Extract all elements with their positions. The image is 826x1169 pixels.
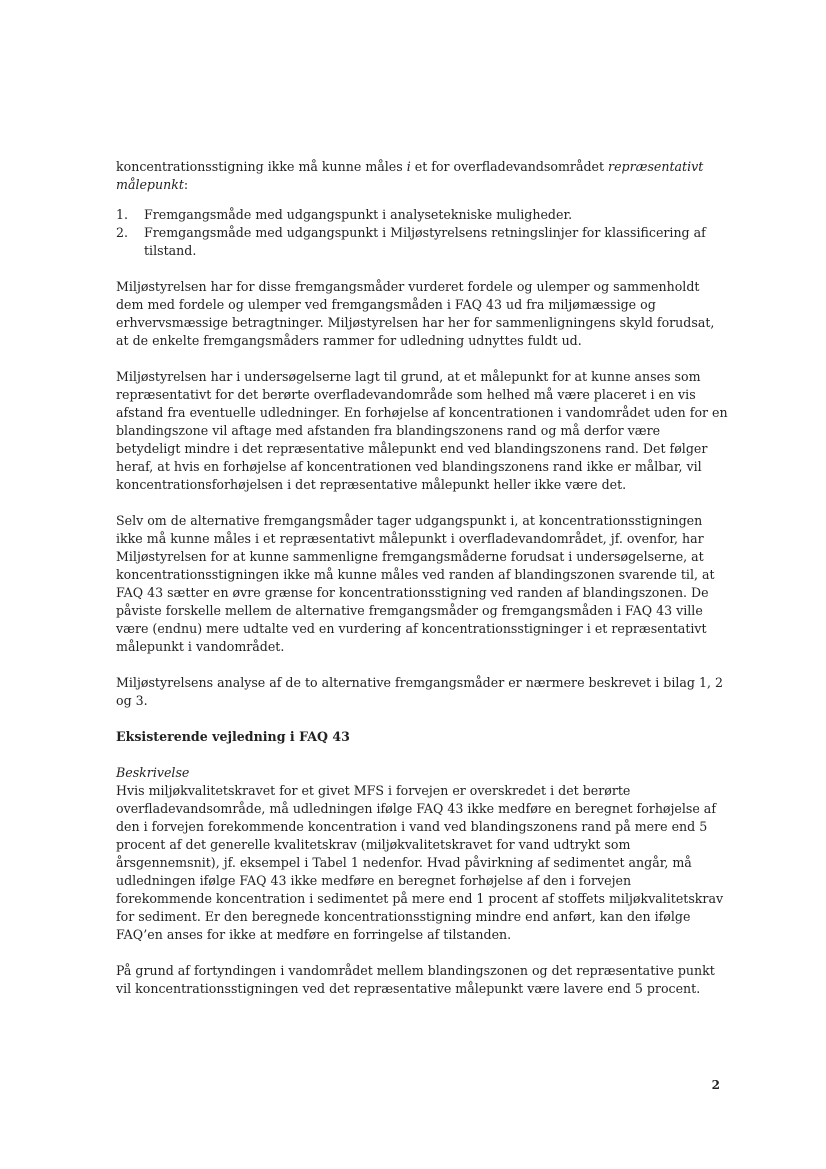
intro-italic-i: i	[406, 159, 411, 174]
list-number: 2.	[116, 225, 129, 240]
list-text: Fremgangsmåde med udgangspunkt i Miljøstyrelsens retningslinjer for klassificering af tilstand.	[144, 225, 706, 258]
section-paragraph: På grund af fortyndingen i vandområdet mellem blandingszonen og det repræsentative punkt vil koncentrationsstigningen ved det repræsentative målepunkt være lavere end 5 procent.	[116, 963, 715, 996]
list-text: Fremgangsmåde med udgangspunkt i analysetekniske muligheder.	[144, 207, 573, 222]
section-heading: Eksisterende vejledning i FAQ 43	[116, 729, 350, 744]
body-paragraph: Miljøstyrelsens analyse af de to alternative fremgangsmåder er nærmere beskrevet i bilag 1, 2 og 3.	[116, 675, 723, 708]
document-body	[116, 158, 728, 1016]
intro-paragraph: koncentrationsstigning ikke må kunne måles i et for overfladevandsområdet repræsentativt målepunkt:	[116, 159, 704, 192]
list-item	[116, 206, 728, 224]
list-item	[116, 224, 728, 260]
body-paragraph: Miljøstyrelsen har for disse fremgangsmåder vurderet fordele og ulemper og sammenholdt dem med fordele og ulemper ved fremgangsmåden i FAQ 43 ud fra miljømæssige og erhvervsmæssige betragtninger. Miljøstyrelsen har her for sammenligningens skyld forudsat, at de enkelte fremgangsmåders rammer for udledning udnyttes fuldt ud.	[116, 279, 715, 348]
page-number: 2	[711, 1078, 720, 1092]
body-paragraph: Miljøstyrelsen har i undersøgelserne lagt til grund, at et målepunkt for at kunne anses som repræsentativt for det berørte overfladevandområde som helhed må være placeret i en vis afstand fra eventuelle udledninger. En forhøjelse af koncentrationen i vandområdet uden for en blandingszone vil aftage med afstanden fra blandingszonens rand og må derfor være betydeligt mindre i det repræsentative målepunkt end ved blandingszonens rand. Det følger heraf, at hvis en forhøjelse af koncentrationen ved blandingszonens rand ikke er målbar, vil koncentrationsforhøjelsen i det repræsentative målepunkt heller ikke være det.	[116, 369, 728, 492]
body-paragraph: Selv om de alternative fremgangsmåder tager udgangspunkt i, at koncentrationsstigningen ikke må kunne måles i et repræsentativt målepunkt i overfladevandområdet, jf. ovenfor, har Miljøstyrelsen for at kunne sammenligne fremgangsmåderne forudsat i undersøgelserne, at koncentrationsstigningen ikke må kunne måles ved randen af blandingszonen svarende til, at FAQ 43 sætter en øvre grænse for koncentrationsstigning ved randen af blandingszonen. De påviste forskelle mellem de alternative fremgangsmåder og fremgangsmåden i FAQ 43 ville være (endnu) mere udtalte ved en vurdering af koncentrationsstigninger i et repræsentativt målepunkt i vandområdet.	[116, 513, 715, 654]
approach-list	[116, 206, 728, 260]
section-paragraph: Hvis miljøkvalitetskravet for et givet MFS i forvejen er overskredet i det berørte overfladevandsområde, må udledningen ifølge FAQ 43 ikke medføre en beregnet forhøjelse af den i forvejen forekommende koncentration i vand ved blandingszonens rand på mere end 5 procent af det generelle kvalitetskrav (miljøkvalitetskravet for vand udtrykt som årsgennemsnit), jf. eksempel i Tabel 1 nedenfor. Hvad påvirkning af sedimentet angår, må udledningen ifølge FAQ 43 ikke medføre en beregnet forhøjelse af den i forvejen forekommende koncentration i sedimentet på mere end 1 procent af stoffets miljøkvalitetskrav for sediment. Er den beregnede koncentrationsstigning mindre end anført, kan den ifølge FAQ’en anses for ikke at medføre en forringelse af tilstanden.	[116, 783, 724, 942]
intro-italic-term: repræsentativt målepunkt	[116, 159, 704, 192]
section-subheading: Beskrivelse	[116, 765, 190, 780]
list-number: 1.	[116, 207, 129, 222]
